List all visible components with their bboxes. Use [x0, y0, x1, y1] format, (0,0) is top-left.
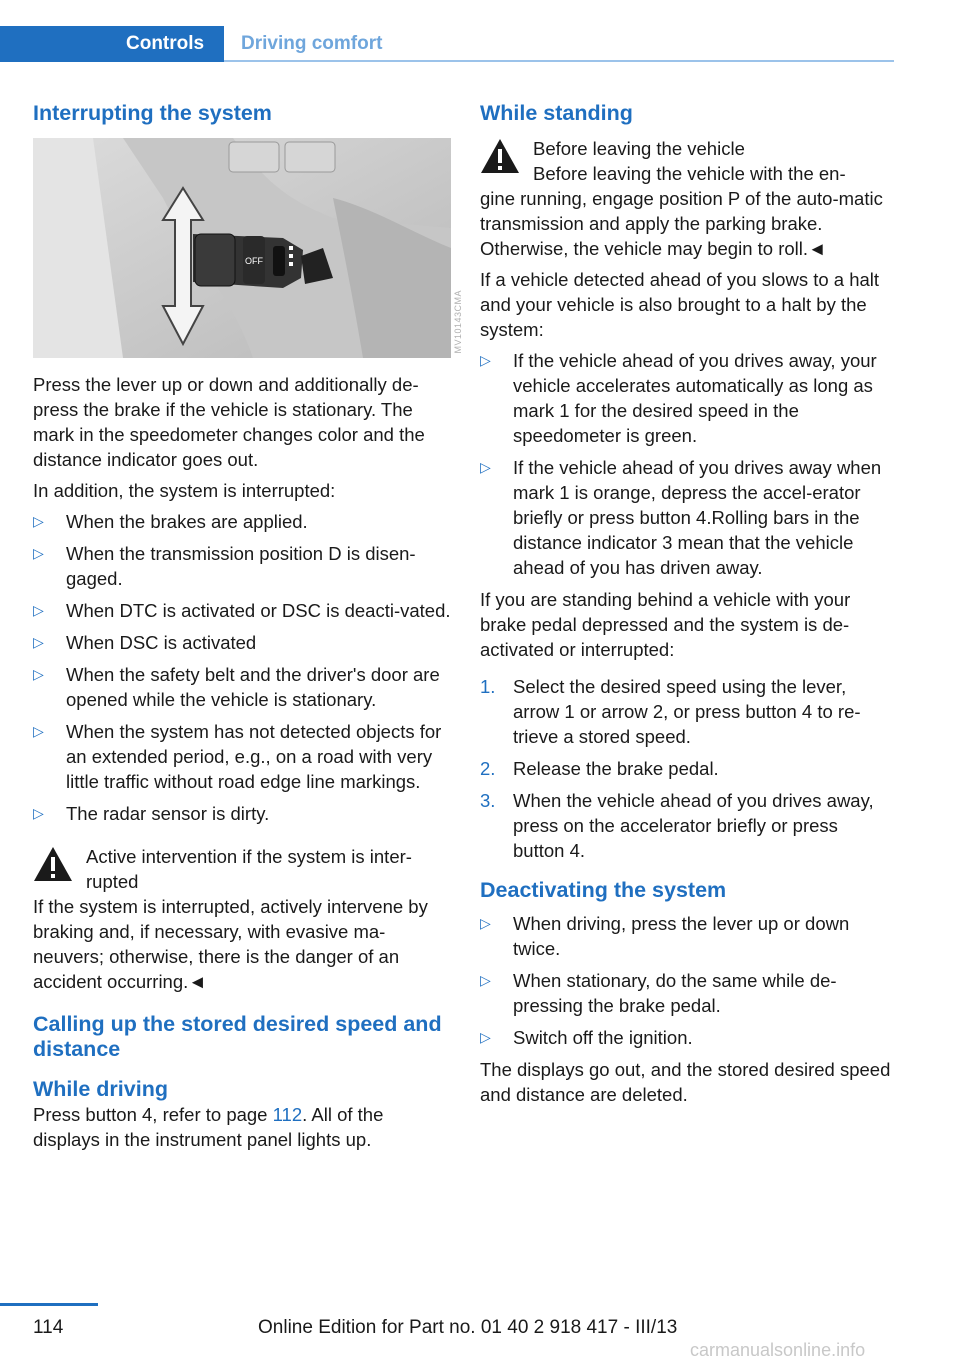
list-item: ▷ When driving, press the lever up or down twice. — [480, 913, 850, 959]
bullet-marker: ▷ — [480, 915, 491, 931]
list-item: ▷ If the vehicle ahead of you drives away, your vehicle accelerates automatically as long as mark 1 for the desired speed in the speedometer is green. — [480, 350, 877, 446]
heading-calling-up: Calling up the stored desired speed and distance — [33, 1012, 442, 1061]
list-item: 3. When the vehicle ahead of you drives away, press on the accelerator briefly or press button 4. — [480, 790, 874, 861]
lever-illustration — [33, 138, 451, 358]
interrupt-conditions-list — [33, 509, 453, 826]
left-column — [33, 100, 453, 1158]
figure-code: MV10143CMA — [453, 290, 463, 354]
warning-active-intervention — [33, 844, 453, 894]
heading-while-driving: While driving — [33, 1077, 168, 1101]
list-item: ▷ When the safety belt and the driver's door are opened while the vehicle is stationary. — [33, 664, 440, 710]
warning-triangle-icon — [33, 846, 73, 882]
paragraph-while-driving: Press button 4, refer to page 112. All of the displays in the instrument panel lights up. — [33, 1104, 384, 1150]
bullet-marker: ▷ — [33, 602, 44, 618]
page-header — [0, 0, 960, 62]
list-item: 1. Select the desired speed using the lever, arrow 1 or arrow 2, or press button 4 to re-trieve a stored speed. — [480, 676, 861, 747]
list-item: ▷ When the transmission position D is disen-gaged. — [33, 543, 416, 589]
bullet-marker: ▷ — [33, 634, 44, 650]
steps-list — [480, 674, 894, 863]
warning-title: Before leaving the vehicle — [533, 138, 745, 159]
list-item: ▷ When the brakes are applied. — [33, 511, 308, 532]
drive-away-list — [480, 348, 894, 580]
list-item: ▷ When stationary, do the same while de-pressing the brake pedal. — [480, 970, 837, 1016]
list-item: 2. Release the brake pedal. — [480, 758, 719, 779]
bullet-marker: ▷ — [480, 459, 491, 475]
bullet-marker: ▷ — [33, 545, 44, 561]
heading-interrupting: Interrupting the system — [33, 101, 272, 125]
warning-body: gine running, engage position P of the auto-matic transmission and apply the parking brake. Otherwise, the vehicle may begin to roll.◄ — [480, 188, 883, 259]
bullet-marker: ▷ — [33, 666, 44, 682]
bullet-marker: ▷ — [33, 513, 44, 529]
warning-triangle-icon — [480, 138, 520, 174]
bullet-marker: ▷ — [480, 352, 491, 368]
paragraph-press-lever: Press the lever up or down and additionally de-press the brake if the vehicle is stationary. The mark in the speedometer changes color and the distance indicator goes out. — [33, 374, 425, 470]
bullet-marker: ▷ — [33, 723, 44, 739]
header-rule — [224, 60, 894, 62]
tab-driving-comfort[interactable]: Driving comfort — [241, 33, 383, 54]
paragraph-interrupted-intro: In addition, the system is interrupted: — [33, 480, 336, 501]
page-reference-link[interactable]: 112 — [272, 1104, 303, 1125]
deactivate-list — [480, 911, 894, 1050]
bullet-marker: ▷ — [480, 972, 491, 988]
list-item: ▷ When the system has not detected objects for an extended period, e.g., on a road with very little traffic without road edge line markings. — [33, 721, 442, 792]
list-item: ▷ When DSC is activated — [33, 632, 257, 653]
edition-footer: Online Edition for Part no. 01 40 2 918 417 - III/13 — [258, 1317, 678, 1338]
warning-title: Active intervention if the system is inter-rupted — [86, 846, 412, 892]
list-item: ▷ When DTC is activated or DSC is deacti-vated. — [33, 600, 451, 621]
page-number: 114 — [33, 1317, 64, 1338]
warning-before-leaving — [480, 136, 894, 186]
list-item: ▷ If the vehicle ahead of you drives away when mark 1 is orange, depress the accel-erator briefly or press button 4.Rolling bars in the distance indicator 3 mean that the vehicle ahead of you has driven away. — [480, 457, 882, 578]
tab-controls[interactable]: Controls — [0, 26, 224, 62]
lever-off-label: OFF — [245, 256, 263, 266]
watermark: carmanualsonline.info — [690, 1340, 866, 1360]
page-number-rule — [0, 1303, 98, 1306]
list-item: ▷ The radar sensor is dirty. — [33, 803, 270, 824]
heading-while-standing: While standing — [480, 101, 633, 125]
heading-deactivating: Deactivating the system — [480, 878, 727, 902]
lever-figure — [33, 138, 451, 358]
paragraph-displays-out: The displays go out, and the stored desired speed and distance are deleted. — [480, 1059, 891, 1105]
bullet-marker: ▷ — [33, 805, 44, 821]
warning-first-line: Before leaving the vehicle with the en- — [533, 163, 846, 184]
paragraph-halt: If a vehicle detected ahead of you slows to a halt and your vehicle is also brought to a halt by the system: — [480, 269, 880, 340]
warning-body: If the system is interrupted, actively intervene by braking and, if necessary, with evasive ma-neuvers; otherwise, there is the danger of an accident occurring.◄ — [33, 896, 428, 992]
paragraph-standing-behind: If you are standing behind a vehicle with your brake pedal depressed and the system is de-activated or interrupted: — [480, 589, 851, 660]
bullet-marker: ▷ — [480, 1029, 491, 1045]
list-item: ▷ Switch off the ignition. — [480, 1027, 693, 1048]
right-column — [480, 100, 894, 1113]
